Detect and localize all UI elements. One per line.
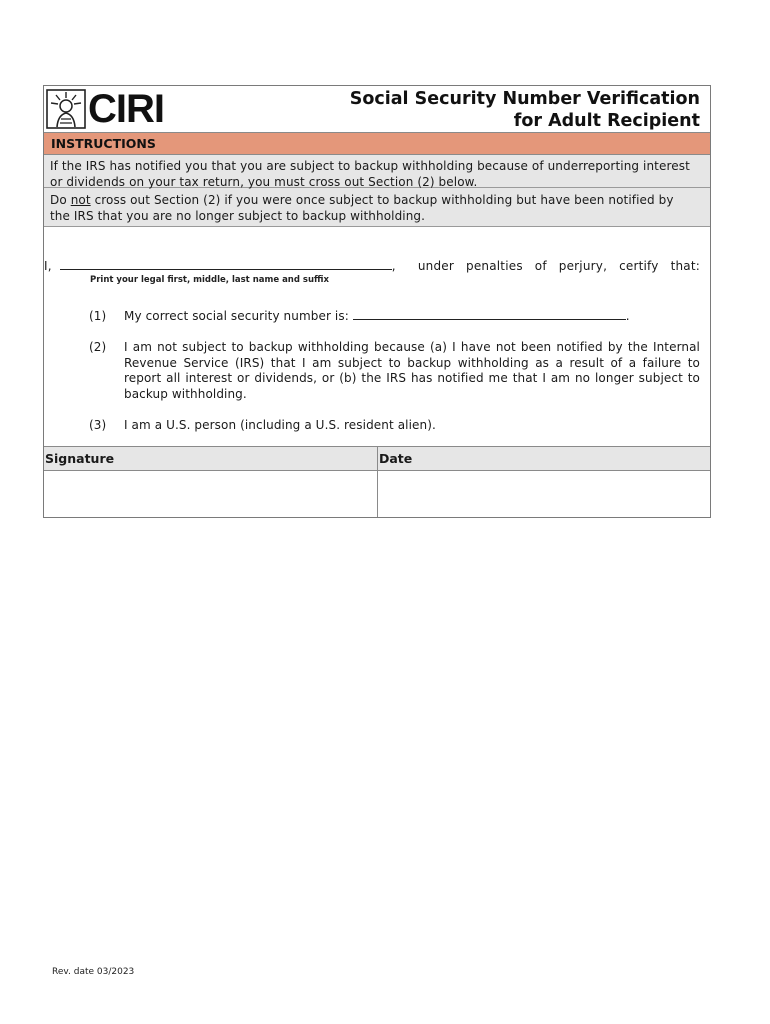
p2-pre: Do [50,193,71,207]
revision-date: Rev. date 03/2023 [52,967,135,977]
date-label: Date [378,447,710,471]
legal-name-field[interactable] [60,260,392,270]
logo-wordmark: CIRI [88,87,164,131]
cert-item-1 [89,309,700,325]
instructions-p2-line2: the IRS that you are no longer subject to backup withholding. [50,209,426,223]
ssn-field[interactable] [353,310,626,320]
perjury-statement: under penalties of perjury, certify that: [417,259,700,273]
name-line [44,259,396,273]
certification-section [44,227,710,446]
title-line-1: Social Security Number Verification [349,89,700,109]
cert-prefix: I, [44,259,52,273]
signature-table [44,446,710,517]
statue-of-liberty-icon [46,89,86,129]
legal-name-hint: Print your legal first, middle, last name and suffix [90,275,329,285]
item-number: (2) [89,340,107,354]
instructions-p1-line2: or dividends on your tax return, you must cross out Section (2) below. [50,175,478,189]
p2-rest: cross out Section (2) if you were once subject to backup withholding but have been notified by [90,193,674,207]
cert-item-3 [89,418,700,434]
title-line-2: for Adult Recipient [513,111,700,131]
ciri-logo [46,89,164,129]
cert-item-2 [89,340,700,402]
form-header [44,86,710,132]
instructions-heading: INSTRUCTIONS [44,132,710,155]
instructions-paragraph-2 [44,188,710,227]
emphasis-not: not [70,193,91,207]
item-text [124,309,700,325]
signature-label: Signature [44,447,377,471]
item-text: I am not subject to backup withholding because (a) I have not been notified by the Internal Revenue Service (IRS) that I am subject to backup withholding as a result of a failure to report all interest or dividends, or (b) the IRS has notified me that I am no longer subject to backup withholding. [124,340,700,401]
signature-column [44,447,378,517]
item-text: I am a U.S. person (including a U.S. resident alien). [124,418,436,432]
ssn-label: My correct social security number is: [124,309,349,323]
instructions-paragraph-1 [44,155,710,188]
item-number: (3) [89,418,107,432]
ssn-period: . [625,309,630,323]
certification-statement [44,259,700,273]
signature-field[interactable] [44,471,377,517]
ssn-verification-form [43,85,711,518]
page-title [350,88,700,132]
instructions-p2-line1 [50,192,704,208]
cert-comma: , [391,259,396,273]
date-column [378,447,710,517]
item-number: (1) [89,309,107,323]
date-field[interactable] [378,471,710,517]
instructions-p1-line1: If the IRS has notified you that you are subject to backup withholding because of underreporting interest [50,159,690,173]
